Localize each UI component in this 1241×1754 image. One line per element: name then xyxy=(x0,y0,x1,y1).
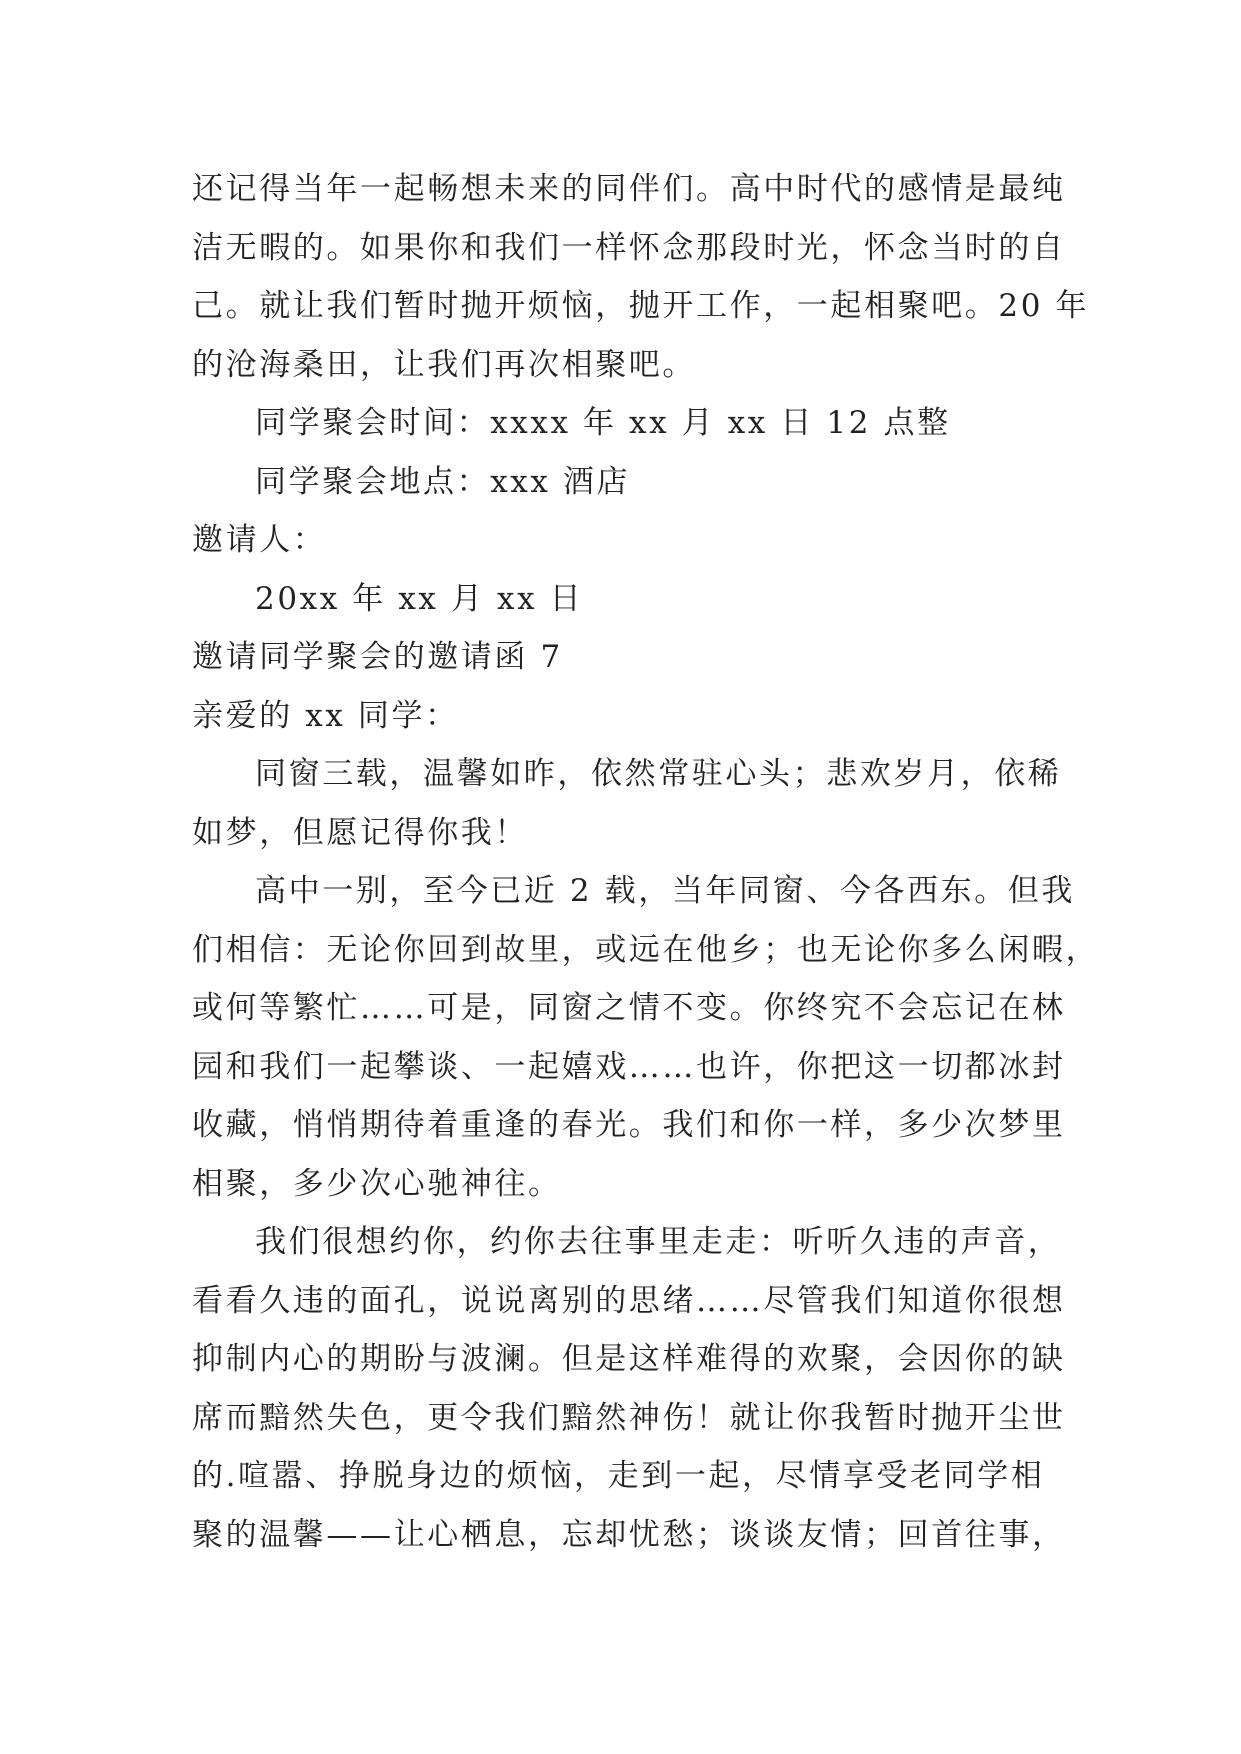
section-heading: 邀请同学聚会的邀请函 7 xyxy=(192,639,563,675)
text-line: 我们很想约你，约你去往事里走走：听听久违的声音， xyxy=(255,1224,1062,1260)
text-line: 或何等繁忙……可是，同窗之情不变。你终究不会忘记在林 xyxy=(192,990,1066,1026)
text-line: 看看久违的面孔，说说离别的思绪……尽管我们知道你很想 xyxy=(192,1282,1066,1319)
text-line: 的沧海桑田，让我们再次相聚吧。 xyxy=(192,346,696,383)
salutation-line: 亲爱的 xx 同学： xyxy=(192,697,459,734)
document-body xyxy=(192,160,1100,1564)
text-line: 的.喧嚣、挣脱身边的烦恼，走到一起，尽情享受老同学相 xyxy=(192,1458,1045,1494)
text-line: 园和我们一起攀谈、一起嬉戏……也许，你把这一切都冰封 xyxy=(192,1048,1066,1085)
text-line: 聚的温馨——让心栖息，忘却忧愁；谈谈友情；回首往事， xyxy=(192,1516,1066,1553)
text-line: 如梦，但愿记得你我！ xyxy=(192,814,528,851)
text-line: 还记得当年一起畅想未来的同伴们。高中时代的感情是最纯 xyxy=(192,171,1066,207)
text-line: 高中一别，至今已近 2 载，当年同窗、今各西东。但我 xyxy=(255,873,1076,909)
inviter-line: 邀请人： xyxy=(192,522,327,558)
text-line: 收藏，悄悄期待着重逢的春光。我们和你一样，多少次梦里 xyxy=(192,1107,1066,1143)
date-line: 20xx 年 xx 月 xx 日 xyxy=(255,580,584,617)
meeting-location-line: 同学聚会地点：xxx 酒店 xyxy=(255,463,631,500)
text-line: 己。就让我们暂时抛开烦恼，抛开工作，一起相聚吧。20 年 xyxy=(192,288,1090,324)
meeting-time-line: 同学聚会时间：xxxx 年 xx 月 xx 日 12 点整 xyxy=(255,405,951,441)
text-line: 席而黯然失色，更令我们黯然神伤！就让你我暂时抛开尘世 xyxy=(192,1399,1066,1436)
text-line: 同窗三载，温馨如昨，依然常驻心头；悲欢岁月，依稀 xyxy=(255,756,1062,792)
text-line: 抑制内心的期盼与波澜。但是这样难得的欢聚，会因你的缺 xyxy=(192,1341,1066,1377)
text-line: 相聚，多少次心驰神往。 xyxy=(192,1165,562,1202)
text-line: 们相信：无论你回到故里，或远在他乡；也无论你多么闲暇， xyxy=(192,931,1100,968)
text-line: 洁无暇的。如果你和我们一样怀念那段时光，怀念当时的自 xyxy=(192,229,1066,266)
